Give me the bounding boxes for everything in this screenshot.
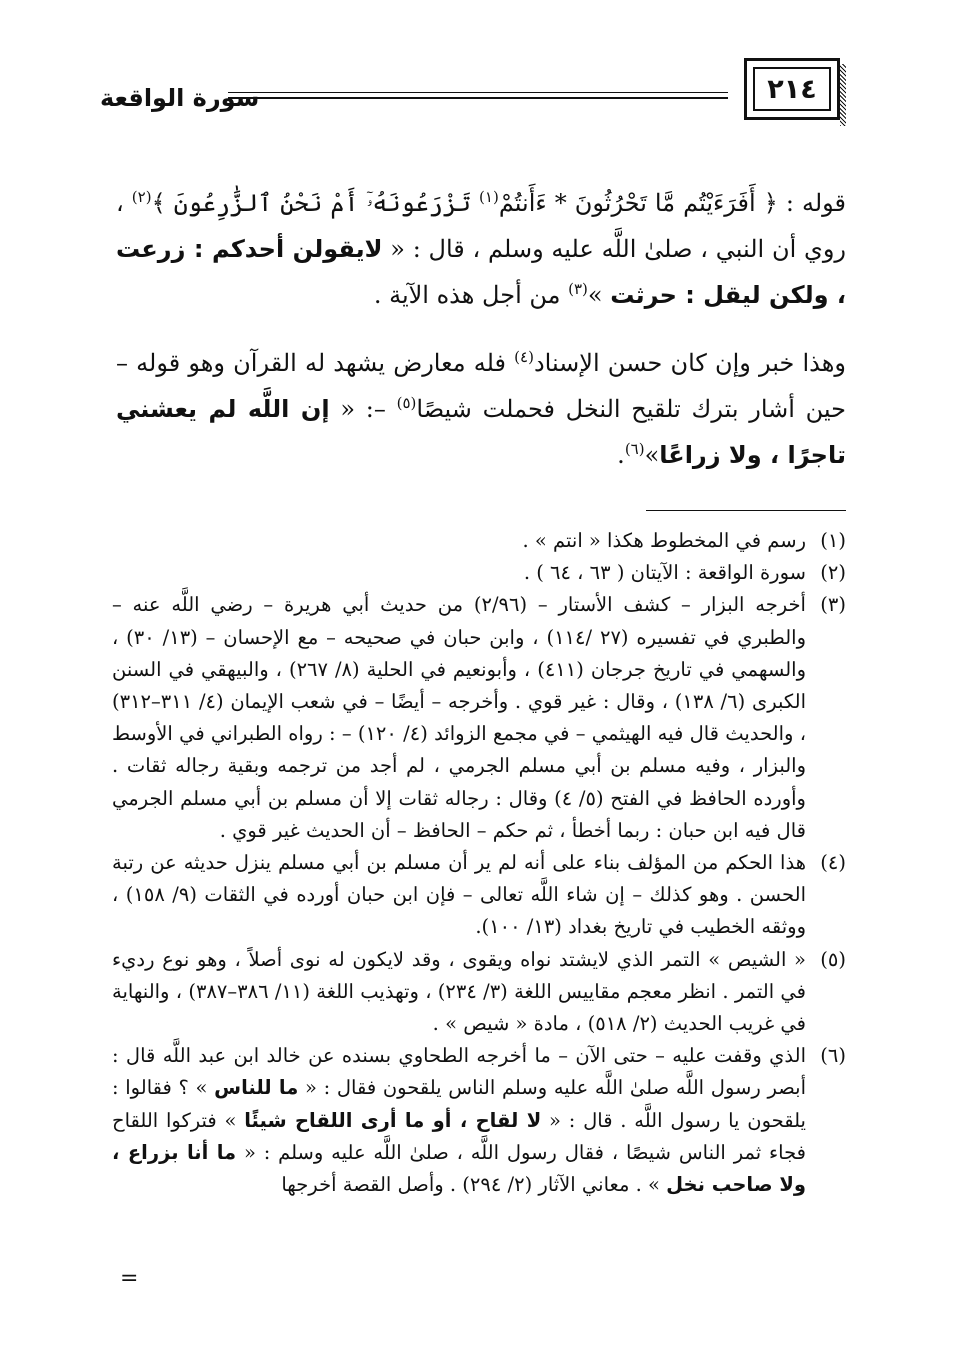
text-run: ﴾ (151, 189, 174, 217)
footnote-ref: (١) (479, 188, 499, 206)
text-run: وهذا خبر وإن كان حسن الإسناد (533, 349, 847, 377)
quran-verse: تَزْرَعُونَهُۥٓ أَمْ نَحْنُ ٱلزَّٰرِعُونَ (173, 189, 480, 217)
footnote-text (112, 525, 806, 557)
bold-quote: لايقولن أحدكم : زرعت ، ولكن ليقل : حرثت (116, 235, 846, 309)
surah-title: سورة الواقعة (100, 84, 260, 112)
footnote-number: (١) (820, 529, 846, 552)
header-rule (228, 92, 728, 93)
text-run: » (587, 281, 611, 309)
text-run: من أجل هذه الآية . (373, 281, 569, 309)
page-number-shadow (840, 64, 846, 126)
text-run: فله معارض يشهد له القرآن وهو قوله – حين أشار بترك تلقيح النخل فحملت شيصًا (116, 349, 847, 423)
text-run: » فتركوا اللقاح فجاء ثمر الناس شيصًا ، فقال رسول اللَّه ، صلىٰ اللَّه عليه وسلم : « (112, 1108, 807, 1164)
footnote-number: (٤) (820, 851, 846, 875)
footnote-ref: (٢) (131, 188, 152, 206)
footnote-ref: (٣) (568, 280, 588, 298)
text-run: الذي وقفت عليه – حتى الآن – ما أخرجه الطحاوي بسنده عن خالد ابن عبد اللَّه قال : أبصر رسول اللَّه صلىٰ اللَّه عليه وسلم الناس يلقحون فقال : « (112, 1044, 806, 1100)
footnote (112, 589, 846, 847)
text-run: ، روي أن النبي ، صلىٰ اللَّه عليه وسلم ، قال : « (116, 189, 846, 263)
quran-verse: أَفَرَءَيْتُم مَّا تَحْرُثُونَ * ءَأَنتُمْ (498, 189, 756, 217)
continuation-mark: = (120, 1266, 139, 1291)
footnote (112, 944, 846, 1041)
footnote-number: (٢) (820, 561, 846, 585)
text-run: قوله : ﴿ (755, 189, 847, 217)
footnote (112, 557, 846, 589)
text-run: » ؟ فقالوا : يلقحون يا رسول اللَّه . قال : « (112, 1076, 806, 1132)
footnote (112, 1040, 846, 1201)
paragraph-1 (116, 180, 846, 318)
bold-quote: ما أنا بزراع ، ولا صاحب نخل (112, 1140, 806, 1197)
text-run: « الشيص » التمر الذي لايشتد نواه ويقوى ، وقد لايكون له نوى أصلاً ، وهو نوع رديء في التمر . انظر معجم مقاييس اللغة (٣/ ٢٣٤) ، وتهذيب اللغة (١١/ ٣٨٦–٣٨٧) ، والنهاية في غريب الحديث (٢/ ٥١٨) ، مادة « شيص » . (112, 947, 806, 1036)
footnote-number: (٣) (820, 593, 846, 617)
bold-quote: ما للناس (214, 1076, 299, 1100)
text-run: أخرجه البزار – كشف الأستار – (٢/٩٦) من حديث أبي هريرة – رضي اللَّه عنه – والطبري في تفسيره (٢٧ /١١٤) ، وابن حبان في صحيحه – مع الإحسان – (١٣/ ٣٠) ، والسهمي في تاريخ جرجان (٤١١) ، وأبونعيم في الحلية (٨/ ٢٦٧) ، والبيهقي في السنن الكبرى (٦/ ١٣٨) ، وقال : غير قوي . وأخرجه – أيضًا – في شعب الإيمان (٤/ ٣١١–٣١٢) ، والحديث قال فيه الهيثمي – في مجمع الزوائد (٤/ ١٢٠) – : رواه الطبراني في الأوسط والبزار ، وفيه مسلم بن أبي مسلم الجرمي ، لم أجد من ترجمه وبقية رجاله ثقات . وأورده الحافظ في الفتح (٥/ ٤) وقال : رجاله ثقات إلا أن مسلم بن أبي مسلم الجرمي قال فيه ابن حبان : ربما أخطأ ، ثم حكم – الحافظ – أن الحديث غير قوي . (112, 593, 806, 842)
page-number-box (744, 58, 840, 120)
footnote-text (112, 589, 806, 847)
text-run: سورة الواقعة : الآيتان ( ٦٣ ، ٦٤ ) . (523, 561, 806, 585)
header-rule-thick (228, 97, 728, 99)
footnotes (112, 525, 846, 1201)
main-text (116, 180, 846, 478)
text-run: » (644, 441, 660, 469)
text-run: . (617, 441, 625, 469)
footnote-number: (٥) (820, 947, 846, 971)
footnote-text (112, 847, 806, 944)
footnote-ref: (٤) (514, 348, 534, 366)
footnote-separator (646, 510, 846, 511)
footnote-ref: (٥) (396, 394, 417, 412)
footnote-number: (٦) (820, 1044, 846, 1068)
footnote-text (112, 944, 806, 1041)
page-number: ٢١٤ (753, 67, 831, 111)
paragraph-2 (116, 340, 846, 478)
text-run: هذا الحكم من المؤلف بناء على أنه لم ير أن مسلم بن أبي مسلم ينزل حديثه عن رتبة الحسن . وهو كذلك – إن شاء اللَّه تعالى – فإن ابن حبان أورده في الثقات (٩/ ١٥٨) ، ووثقه الخطيب في تاريخ بغداد (١٣/ ١٠٠). (112, 851, 806, 939)
page-header (100, 58, 840, 128)
footnote-ref: (٦) (624, 440, 645, 458)
footnote (112, 847, 846, 944)
text-run: –: « (329, 395, 397, 423)
text-run: رسم في المخطوط هكذا « انتم » . (522, 529, 806, 552)
footnote-text (112, 557, 806, 589)
bold-quote: لا لقاح ، أو ما أرى اللقاح شيئًا (244, 1108, 542, 1132)
footnote-text (112, 1040, 806, 1201)
bold-quote: إن اللَّه لم يعشني تاجرًا ، ولا زراعًا (116, 395, 846, 469)
footnote (112, 525, 846, 557)
text-run: » . معاني الآثار (٢/ ٢٩٤) . وأصل القصة أخرجها (281, 1173, 667, 1197)
